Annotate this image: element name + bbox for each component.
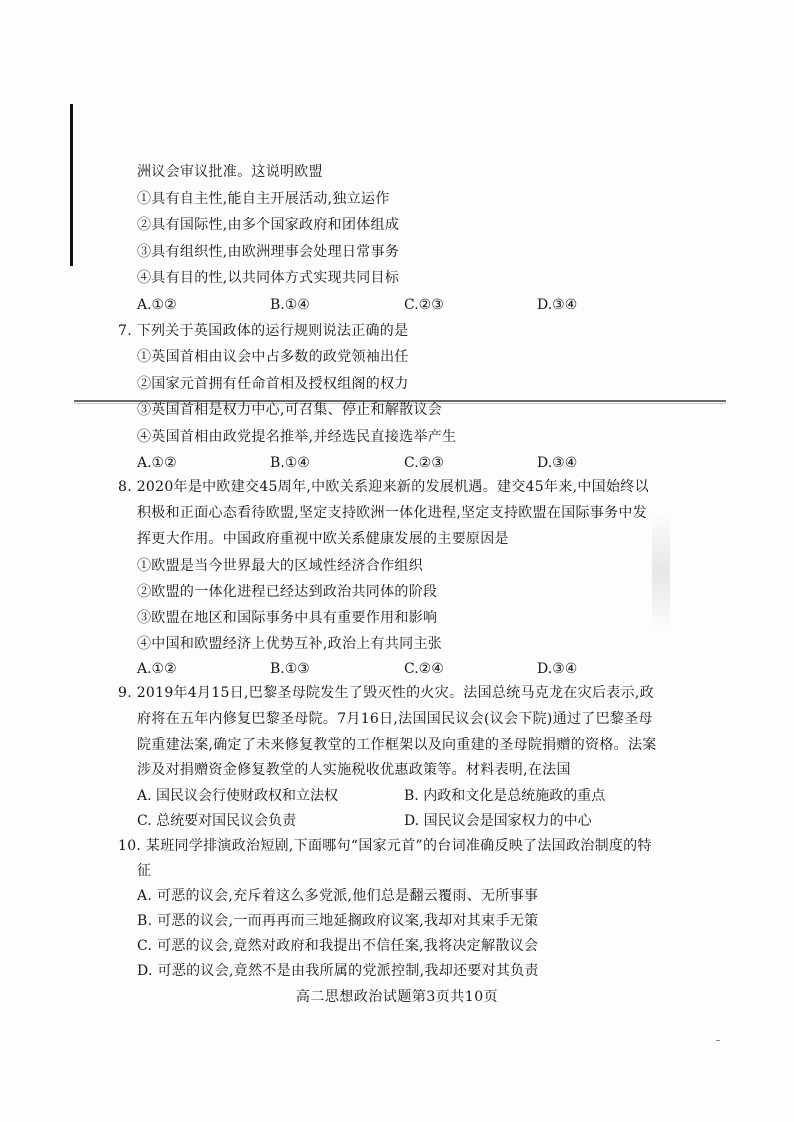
- q7-item-4: ④英国首相由政党提名推举,并经选民直接选举产生: [137, 429, 457, 445]
- q7-stem: 7. 下列关于英国政体的运行规则说法正确的是: [118, 323, 409, 339]
- q8-option-b: B.①③: [270, 661, 310, 677]
- q10-option-b: B. 可恶的议会,一而再再而三地延搁政府议案,我却对其束手无策: [137, 913, 539, 929]
- q9-option-c: C. 总统要对国民议会负责: [137, 813, 297, 829]
- q8-item-3: ③欧盟在地区和国际事务中具有重要作用和影响: [137, 610, 438, 626]
- q7-item-3: ③英国首相是权力中心,可召集、停止和解散议会: [137, 402, 443, 418]
- q8-stem-line-1: 8. 2020年是中欧建交45周年,中欧关系迎来新的发展机遇。建交45年来,中国始终以: [118, 479, 649, 495]
- q8-option-d: D.③④: [537, 661, 578, 677]
- q8-stem-line-2: 积极和正面心态看待欧盟,坚定支持欧洲一体化进程,坚定支持欧盟在国际事务中发: [137, 505, 647, 521]
- q6-item-3: ③具有组织性,由欧洲理事会处理日常事务: [137, 244, 400, 260]
- q6-option-a: A.①②: [137, 297, 177, 313]
- q8-item-4: ④中国和欧盟经济上优势互补,政治上有共同主张: [137, 636, 443, 652]
- q8-item-1: ①欧盟是当今世界最大的区域性经济合作组织: [137, 558, 423, 574]
- q6-item-1: ①具有自主性,能自主开展活动,独立运作: [137, 191, 390, 207]
- q10-stem-line-1: 10. 某班同学排演政治短剧,下面哪句“国家元首”的台词准确反映了法国政治制度的特: [118, 838, 652, 854]
- q9-stem-line-3: 院重建法案,确定了未来修复教堂的工作框架以及向重建的圣母院捐赠的资格。法案: [137, 737, 657, 753]
- q6-stem-end: 洲议会审议批准。这说明欧盟: [137, 164, 323, 180]
- q6-option-c: C.②③: [404, 297, 444, 313]
- q9-stem-line-4: 涉及对捐赠资金修复教堂的人实施税收优惠政策等。材料表明,在法国: [137, 762, 571, 778]
- q10-option-a: A. 可恶的议会,充斥着这么多党派,他们总是翻云覆雨、无所事事: [137, 888, 539, 904]
- q8-option-c: C.②④: [404, 661, 444, 677]
- q6-option-d: D.③④: [537, 297, 578, 313]
- q10-option-c: C. 可恶的议会,竟然对政府和我提出不信任案,我将决定解散议会: [137, 938, 539, 954]
- q8-stem-line-3: 挥更大作用。中国政府重视中欧关系健康发展的主要原因是: [137, 531, 509, 547]
- q6-item-4: ④具有目的性,以共同体方式实现共同目标: [137, 270, 400, 286]
- q9-option-b: B. 内政和文化是总统施政的重点: [404, 788, 606, 804]
- q6-option-b: B.①④: [270, 297, 310, 313]
- q9-stem-line-1: 9. 2019年4月15日,巴黎圣母院发生了毁灭性的火灾。法国总统马克龙在灾后表示,政: [118, 685, 654, 701]
- q7-option-a: A.①②: [137, 455, 177, 471]
- q9-option-d: D. 国民议会是国家权力的中心: [404, 813, 592, 829]
- q7-option-b: B.①④: [270, 455, 310, 471]
- q8-item-2: ②欧盟的一体化进程已经达到政治共同体的阶段: [137, 584, 438, 600]
- q10-stem-line-2: 征: [137, 863, 152, 879]
- q7-option-c: C.②③: [404, 455, 444, 471]
- q10-option-d: D. 可恶的议会,竟然不是由我所属的党派控制,我却还要对其负责: [137, 963, 539, 979]
- q7-item-1: ①英国首相由议会中占多数的政党领袖出任: [137, 349, 409, 365]
- scan-speck: [716, 1040, 720, 1041]
- q7-item-2: ②国家元首拥有任命首相及授权组阁的权力: [137, 376, 409, 392]
- q6-item-2: ②具有国际性,由多个国家政府和团体组成: [137, 217, 400, 233]
- q7-option-d: D.③④: [537, 455, 578, 471]
- q9-option-a: A. 国民议会行使财政权和立法权: [137, 788, 339, 804]
- page-footer: 高二思想政治试题第3页共10页: [295, 989, 499, 1005]
- q9-stem-line-2: 府将在五年内修复巴黎圣母院。7月16日,法国国民议会(议会下院)通过了巴黎圣母: [137, 711, 653, 727]
- q8-option-a: A.①②: [137, 661, 177, 677]
